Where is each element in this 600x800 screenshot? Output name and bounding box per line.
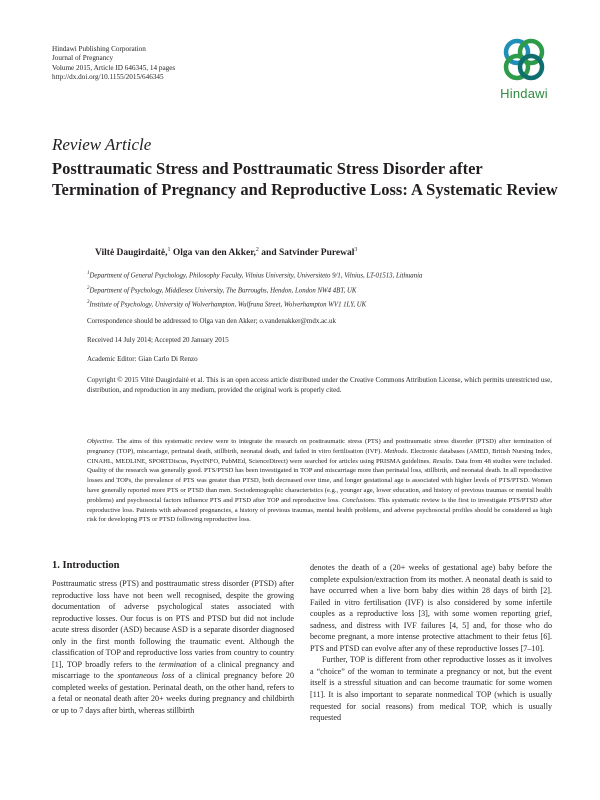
doi-link[interactable]: http://dx.doi.org/10.1155/2015/646345 bbox=[52, 73, 164, 82]
affiliation bbox=[87, 268, 422, 283]
affil-text: Department of Psychology, Middlesex University, The Burroughs, Hendon, London NW4 4BT, UK bbox=[89, 286, 357, 294]
body-text: of a clinical pregnancy and miscarriage to the bbox=[52, 659, 294, 681]
abstract-conclusions-label: Conclusions. bbox=[341, 496, 377, 504]
abstract bbox=[87, 437, 552, 525]
abstract-conclusions: This systematic review is the first to investigate PTS/PTSD after reproductive loss. Patients with advanced pregnancies, a history of previous traumas, mental health problems, and adverse psychosocial profiles should be considered as high risk for developing PTS or PTSD following reproductive loss. bbox=[87, 496, 552, 524]
author-name: Viltė Daugirdaitė, bbox=[95, 248, 168, 259]
hindawi-logo bbox=[494, 36, 554, 108]
body-column-left bbox=[52, 578, 294, 717]
author-name: Olga van den Akker, bbox=[170, 248, 256, 259]
author-name: and Satvinder Purewal bbox=[258, 248, 355, 259]
affil-text: Department of General Psychology, Philosophy Faculty, Vilnius University, Universiteto 9/1, Vilnius, LT-01513, Lithuania bbox=[89, 272, 423, 280]
article-type: Review Article bbox=[52, 135, 152, 154]
author-affil-mark: 2 bbox=[255, 247, 259, 253]
author-affil-mark: 1 bbox=[167, 247, 171, 253]
body-text: Posttraumatic stress (PTS) and posttraumatic stress disorder (PTSD) after reproductive loss have not been well recognised, despite the growing documentation of adverse psychological states associated with reproductive losses. Our focus is on PTS and PTSD but did not include acute stress disorder (ASD) because ASD is a separate disorder diagnosed only in the first month following the traumatic event. Although the classification of TOP and reproductive loss varies from country to country [1], TOP broadly refers to the bbox=[52, 579, 294, 669]
abstract-objective: The aims of this systematic review were to integrate the research on posttraumatic stress (PTS) and posttraumatic stress disorder (PTSD) after termination of pregnancy (TOP), miscarriage, perinatal death, stillbirth, neonatal death, and failed in vitro fertilisation (IVF). bbox=[87, 438, 552, 455]
paragraph: denotes the death of a (20+ weeks of gestational age) baby before the complete expulsion/extraction from its mother. A neonatal death is said to have occurred when a live born baby dies within 28 days of birth [2]. Failed in vitro fertilisation (IVF) is also considered by some infertile couples as a reproductive loss [3], with some women reporting grief, sadness, and distress with IVF failures [4, 5] and, for those who do become pregnant, a more intense protective attachment to their fetus [6]. PTS and PTSD can evolve after any of these reproductive losses [7–10]. bbox=[310, 563, 552, 653]
journal-name: Journal of Pregnancy bbox=[52, 54, 114, 63]
affil-mark: 1 bbox=[87, 271, 90, 276]
logo-wordmark: Hindawi bbox=[500, 86, 548, 101]
publisher-name: Hindawi Publishing Corporation bbox=[52, 45, 146, 53]
hindawi-rings-icon bbox=[501, 36, 547, 84]
body-column-right bbox=[310, 562, 552, 724]
abstract-methods-label: Methods. bbox=[384, 447, 409, 455]
abstract-results: Data from 48 studies were included. Quality of the research was generally good. PTS/PTSD has been investigated in TOP and miscarriage more than perinatal loss, stillbirth, and neonatal death. In all reproductive losses and TOPs, the prevalence of PTS was greater than PTSD, both decreased over time, and longer gestational age is associated with higher levels of PTS/PTSD. Women have generally reported more PTS or PTSD than men. Sociodemographic characteristics (e.g., younger age, lower education, and history of previous traumas or mental health problems) and psychosocial factors influence PTS and PTSD after TOP and reproductive loss. bbox=[87, 457, 552, 504]
body-text: of a clinical pregnancy before 20 completed weeks of gestation. Perinatal death, on the other hand, refers to a fetal or neonatal death after 20+ weeks during pregnancy and childbirth or up to 7 days after birth, whereas stillbirth bbox=[52, 671, 294, 716]
volume-info: Volume 2015, Article ID 646345, 14 pages bbox=[52, 63, 176, 72]
body-emphasis: termination bbox=[158, 659, 197, 669]
copyright-notice: Copyright © 2015 Viltė Daugirdaitė et al. This is an open access article distributed under the Creative Commons Attribution License, which permits unrestricted use, distribution, and reproduction in any medium, provided the original work is properly cited. bbox=[87, 376, 552, 394]
affil-text: Institute of Psychology, University of Wolverhampton, Wulfruna Street, Wolverhampton WV1 1LY, UK bbox=[89, 301, 367, 309]
paragraph bbox=[52, 578, 294, 717]
abstract-results-label: Results. bbox=[432, 457, 454, 465]
author-list bbox=[95, 247, 357, 258]
abstract-objective-label: Objective. bbox=[87, 438, 114, 445]
affiliation-list bbox=[87, 268, 422, 312]
affil-mark: 3 bbox=[87, 300, 90, 306]
affiliation bbox=[87, 297, 422, 312]
affil-mark: 2 bbox=[87, 285, 90, 291]
correspondence-note: Correspondence should be addressed to Olga van den Akker; o.vandenakker@mdx.ac.uk bbox=[87, 317, 337, 325]
body-emphasis: spontaneous loss bbox=[117, 671, 175, 681]
affiliation bbox=[87, 283, 422, 298]
paragraph: Further, TOP is different from other reproductive losses as it involves a “choice” of the woman to terminate a pregnancy or not, but the event itself is a stressful situation and can become traumatic for some women [11]. It is also important to separate nonmedical TOP (which is usually requested for social reasons) from medical TOP, which is usually requested bbox=[310, 655, 552, 723]
article-title: Posttraumatic Stress and Posttraumatic Stress Disorder after Termination of Pregnancy and Reproductive Loss: A Systematic Review bbox=[52, 159, 558, 199]
section-heading-introduction: 1. Introduction bbox=[52, 560, 120, 571]
academic-editor: Academic Editor: Gian Carlo Di Renzo bbox=[87, 355, 198, 363]
journal-header bbox=[52, 45, 175, 83]
received-accepted-dates: Received 14 July 2014; Accepted 20 January 2015 bbox=[87, 336, 229, 344]
abstract-methods: Electronic databases (AMED, British Nursing Index, CINAHL, MEDLINE, SPORTDiscus, PsycINFO, PubMEd, ScienceDirect) were searched for articles using PRISMA guidelines. bbox=[87, 447, 552, 465]
author-affil-mark: 3 bbox=[354, 247, 358, 253]
